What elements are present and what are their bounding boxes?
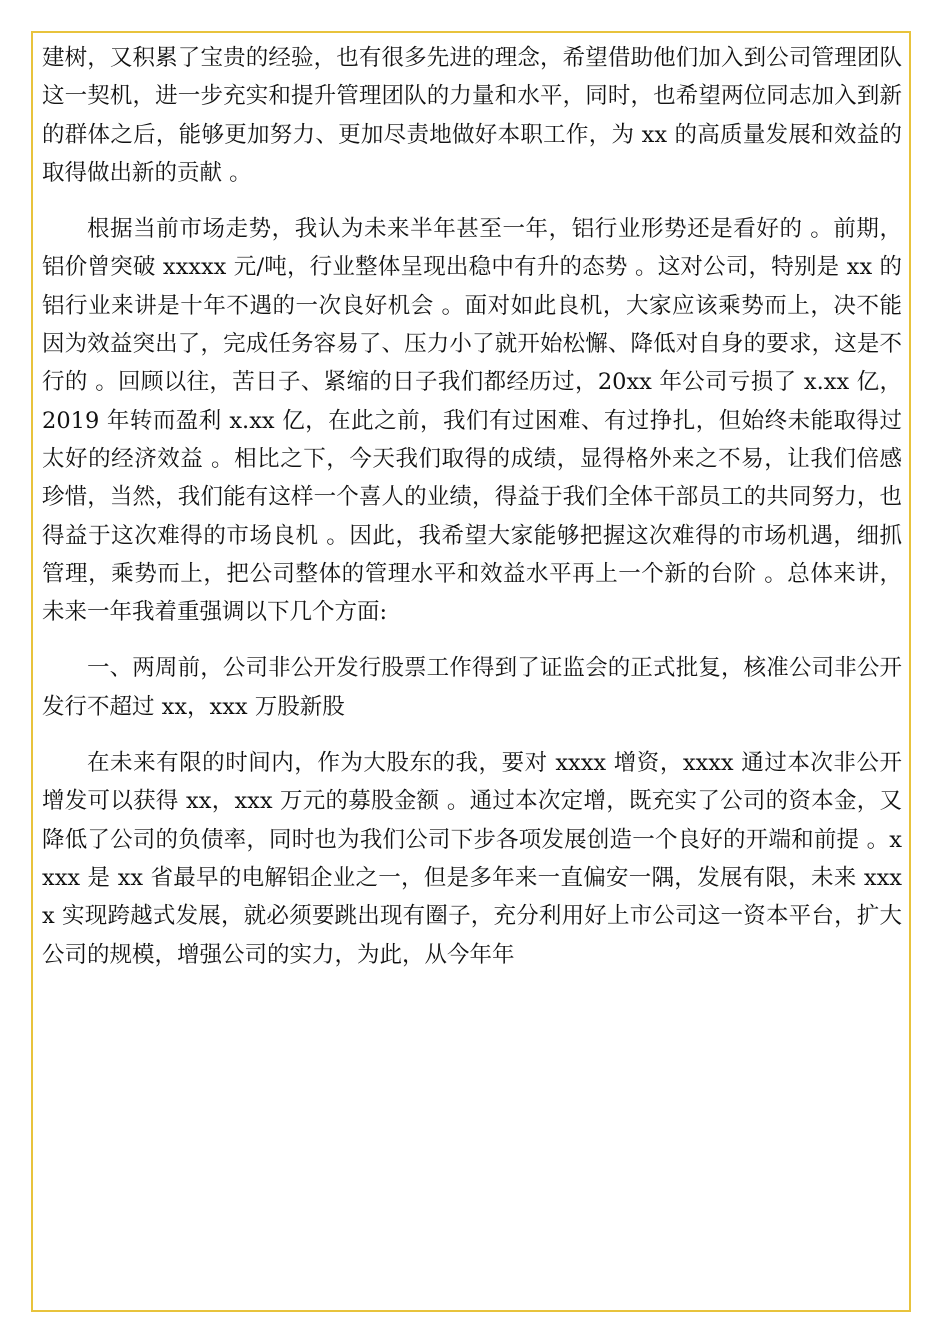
paragraph-4: 在未来有限的时间内，作为大股东的我，要对 xxxx 增资，xxxx 通过本次非公开增发可以获得 xx，xxx 万元的募股金额 。通过本次定增，既充实了公司的资本金，又降低了公司的负债率，同时也为我们公司下步各项发展创造一个良好的开端和前提 。xxxx 是 xx 省最早的电解铝企业之一，但是多年来一直偏安一隅，发展有限，未来 xxxx 实现跨越式发展，就必须要跳出现有圈子，充分利用好上市公司这一资本平台，扩大公司的规模，增强公司的实力，为此，从今年年 (42, 750, 902, 968)
paragraph-1: 建树，又积累了宝贵的经验，也有很多先进的理念，希望借助他们加入到公司管理团队这一契机，进一步充实和提升管理团队的力量和水平，同时，也希望两位同志加入到新的群体之后，能够更加努力、更加尽责地做好本职工作，为 xx 的高质量发展和效益的取得做出新的贡献 。 (42, 45, 902, 186)
page-border (31, 31, 911, 1312)
paragraph-2: 根据当前市场走势，我认为未来半年甚至一年，铝行业形势还是看好的 。前期，铝价曾突破 xxxxx 元/吨，行业整体呈现出稳中有升的态势 。这对公司，特别是 xx 的铝行业来讲是十年不遇的一次良好机会 。面对如此良机，大家应该乘势而上，决不能因为效益突出了，完成任务容易了、压力小了就开始松懈、降低对自身的要求，这是不行的 。回顾以往，苦日子、紧缩的日子我们都经历过，20xx 年公司亏损了 x.xx 亿，2019 年转而盈利 x.xx 亿，在此之前，我们有过困难、有过挣扎，但始终未能取得过太好的经济效益 。相比之下，今天我们取得的成绩，显得格外来之不易，让我们倍感珍惜，当然，我们能有这样一个喜人的业绩，得益于我们全体干部员工的共同努力，也得益于这次难得的市场良机 。因此，我希望大家能够把握这次难得的市场机遇，细抓管理，乘势而上，把公司整体的管理水平和效益水平再上一个新的台阶 。总体来讲，未来一年我着重强调以下几个方面: (42, 216, 902, 626)
document-body (42, 39, 902, 992)
paragraph-3-heading: 一、两周前，公司非公开发行股票工作得到了证监会的正式批复，核准公司非公开发行不超过 xx，xxx 万股新股 (42, 655, 902, 720)
